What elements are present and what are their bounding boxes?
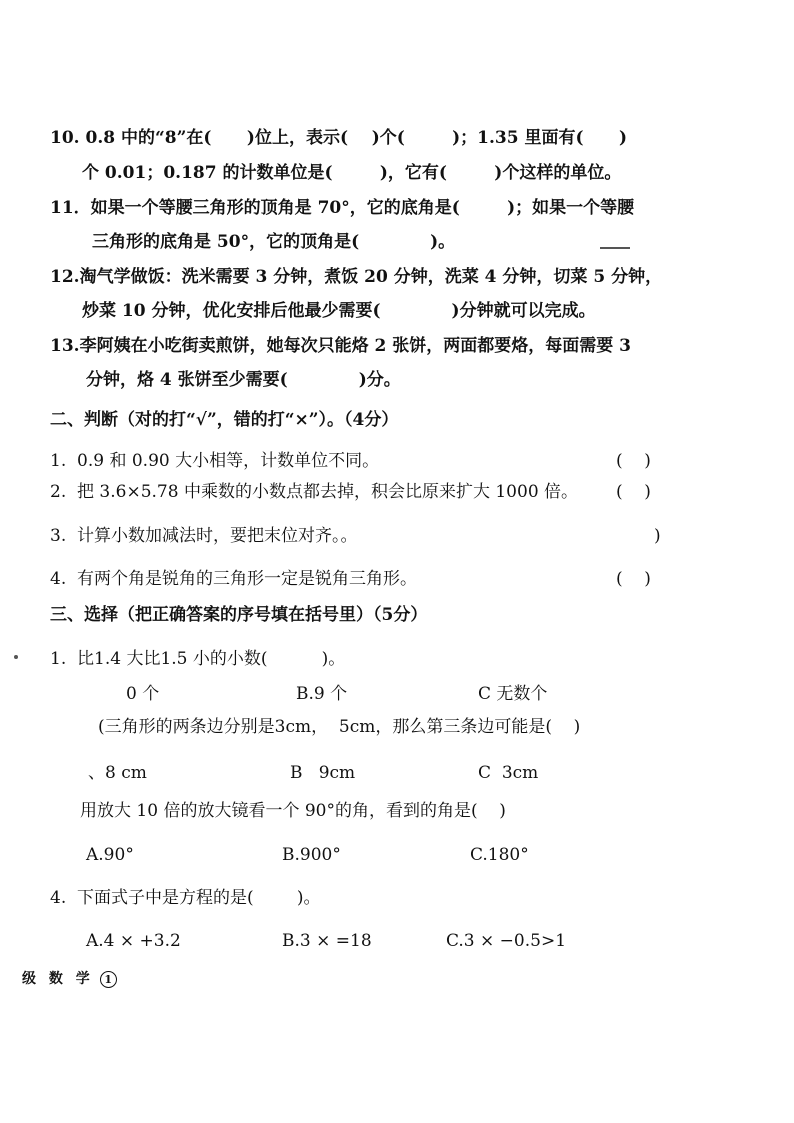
choice-q2-stem: (三角形的两条边分别是3cm， 5cm，那么第三条边可能是( ) (98, 717, 581, 737)
choice-q4-option-b[interactable]: B.3 × =18 (282, 931, 372, 951)
page-number: 1 (100, 971, 117, 988)
page-footer (22, 968, 117, 988)
choice-q3-stem: 用放大 10 倍的放大镜看一个 90°的角，看到的角是( ) (80, 801, 506, 821)
judge-item-4: 4. 有两个角是锐角的三角形一定是锐角三角形。 (50, 569, 418, 589)
judge-bracket-2[interactable]: ( ) (616, 482, 651, 502)
choice-q4-option-c[interactable]: C.3 × −0.5>1 (446, 931, 567, 951)
choice-q1-stem: 1. 比1.4 大比1.5 小的小数( )。 (50, 649, 346, 669)
q11-line-2: 三角形的底角是 50°，它的顶角是( )。 (92, 232, 456, 252)
judge-bracket-4[interactable]: ( ) (616, 569, 651, 589)
q12-line-1: 12.淘气学做饭：洗米需要 3 分钟，煮饭 20 分钟，洗菜 4 分钟，切菜 5 分钟， (50, 267, 663, 287)
q13-line-1: 13.李阿姨在小吃街卖煎饼，她每次只能烙 2 张饼，两面都要烙，每面需要 3 (50, 336, 631, 356)
footer-label: 级 数 学 (22, 971, 94, 987)
judge-bracket-1[interactable]: ( ) (616, 451, 651, 471)
choice-q4-option-a[interactable]: A.4 × +3.2 (86, 931, 181, 951)
judge-item-2: 2. 把 3.6×5.78 中乘数的小数点都去掉，积会比原来扩大 1000 倍。 (50, 482, 579, 502)
choice-q1-option-b[interactable]: B.9 个 (296, 684, 348, 704)
q10-line-2: 个 0.01；0.187 的计数单位是( )，它有( )个这样的单位。 (82, 163, 622, 183)
choice-q3-option-a[interactable]: A.90° (86, 845, 134, 865)
choice-q4-stem: 4. 下面式子中是方程的是( )。 (50, 888, 321, 908)
choice-q2-option-b[interactable]: B 9cm (290, 763, 356, 783)
choice-q1-option-c[interactable]: C 无数个 (478, 684, 548, 704)
choice-q1-option-a[interactable]: 0 个 (126, 684, 160, 704)
choice-q3-option-b[interactable]: B.900° (282, 845, 341, 865)
choice-heading: 三、选择（把正确答案的序号填在括号里）（5分） (50, 605, 428, 625)
q10-line-1: 10. 0.8 中的“8”在( )位上，表示( )个( )；1.35 里面有( ) (50, 128, 628, 148)
judge-item-1: 1. 0.9 和 0.90 大小相等，计数单位不同。 (50, 451, 380, 471)
q13-line-2: 分钟，烙 4 张饼至少需要( )分。 (86, 370, 401, 390)
q12-line-2: 炒菜 10 分钟，优化安排后他最少需要( )分钟就可以完成。 (82, 301, 596, 321)
scan-streak (600, 247, 630, 249)
judge-heading: 二、判断（对的打“√”，错的打“×”）。（4分） (50, 410, 399, 430)
q11-line-1: 11．如果一个等腰三角形的顶角是 70°，它的底角是( )；如果一个等腰 (50, 198, 635, 218)
judge-bracket-3[interactable]: ) (654, 526, 661, 546)
choice-q3-option-c[interactable]: C.180° (470, 845, 529, 865)
choice-q2-option-a[interactable]: 、8 cm (88, 763, 147, 783)
scan-speck (14, 655, 18, 659)
choice-q2-option-c[interactable]: C 3cm (478, 763, 539, 783)
judge-item-3: 3. 计算小数加减法时，要把末位对齐。。 (50, 526, 358, 546)
